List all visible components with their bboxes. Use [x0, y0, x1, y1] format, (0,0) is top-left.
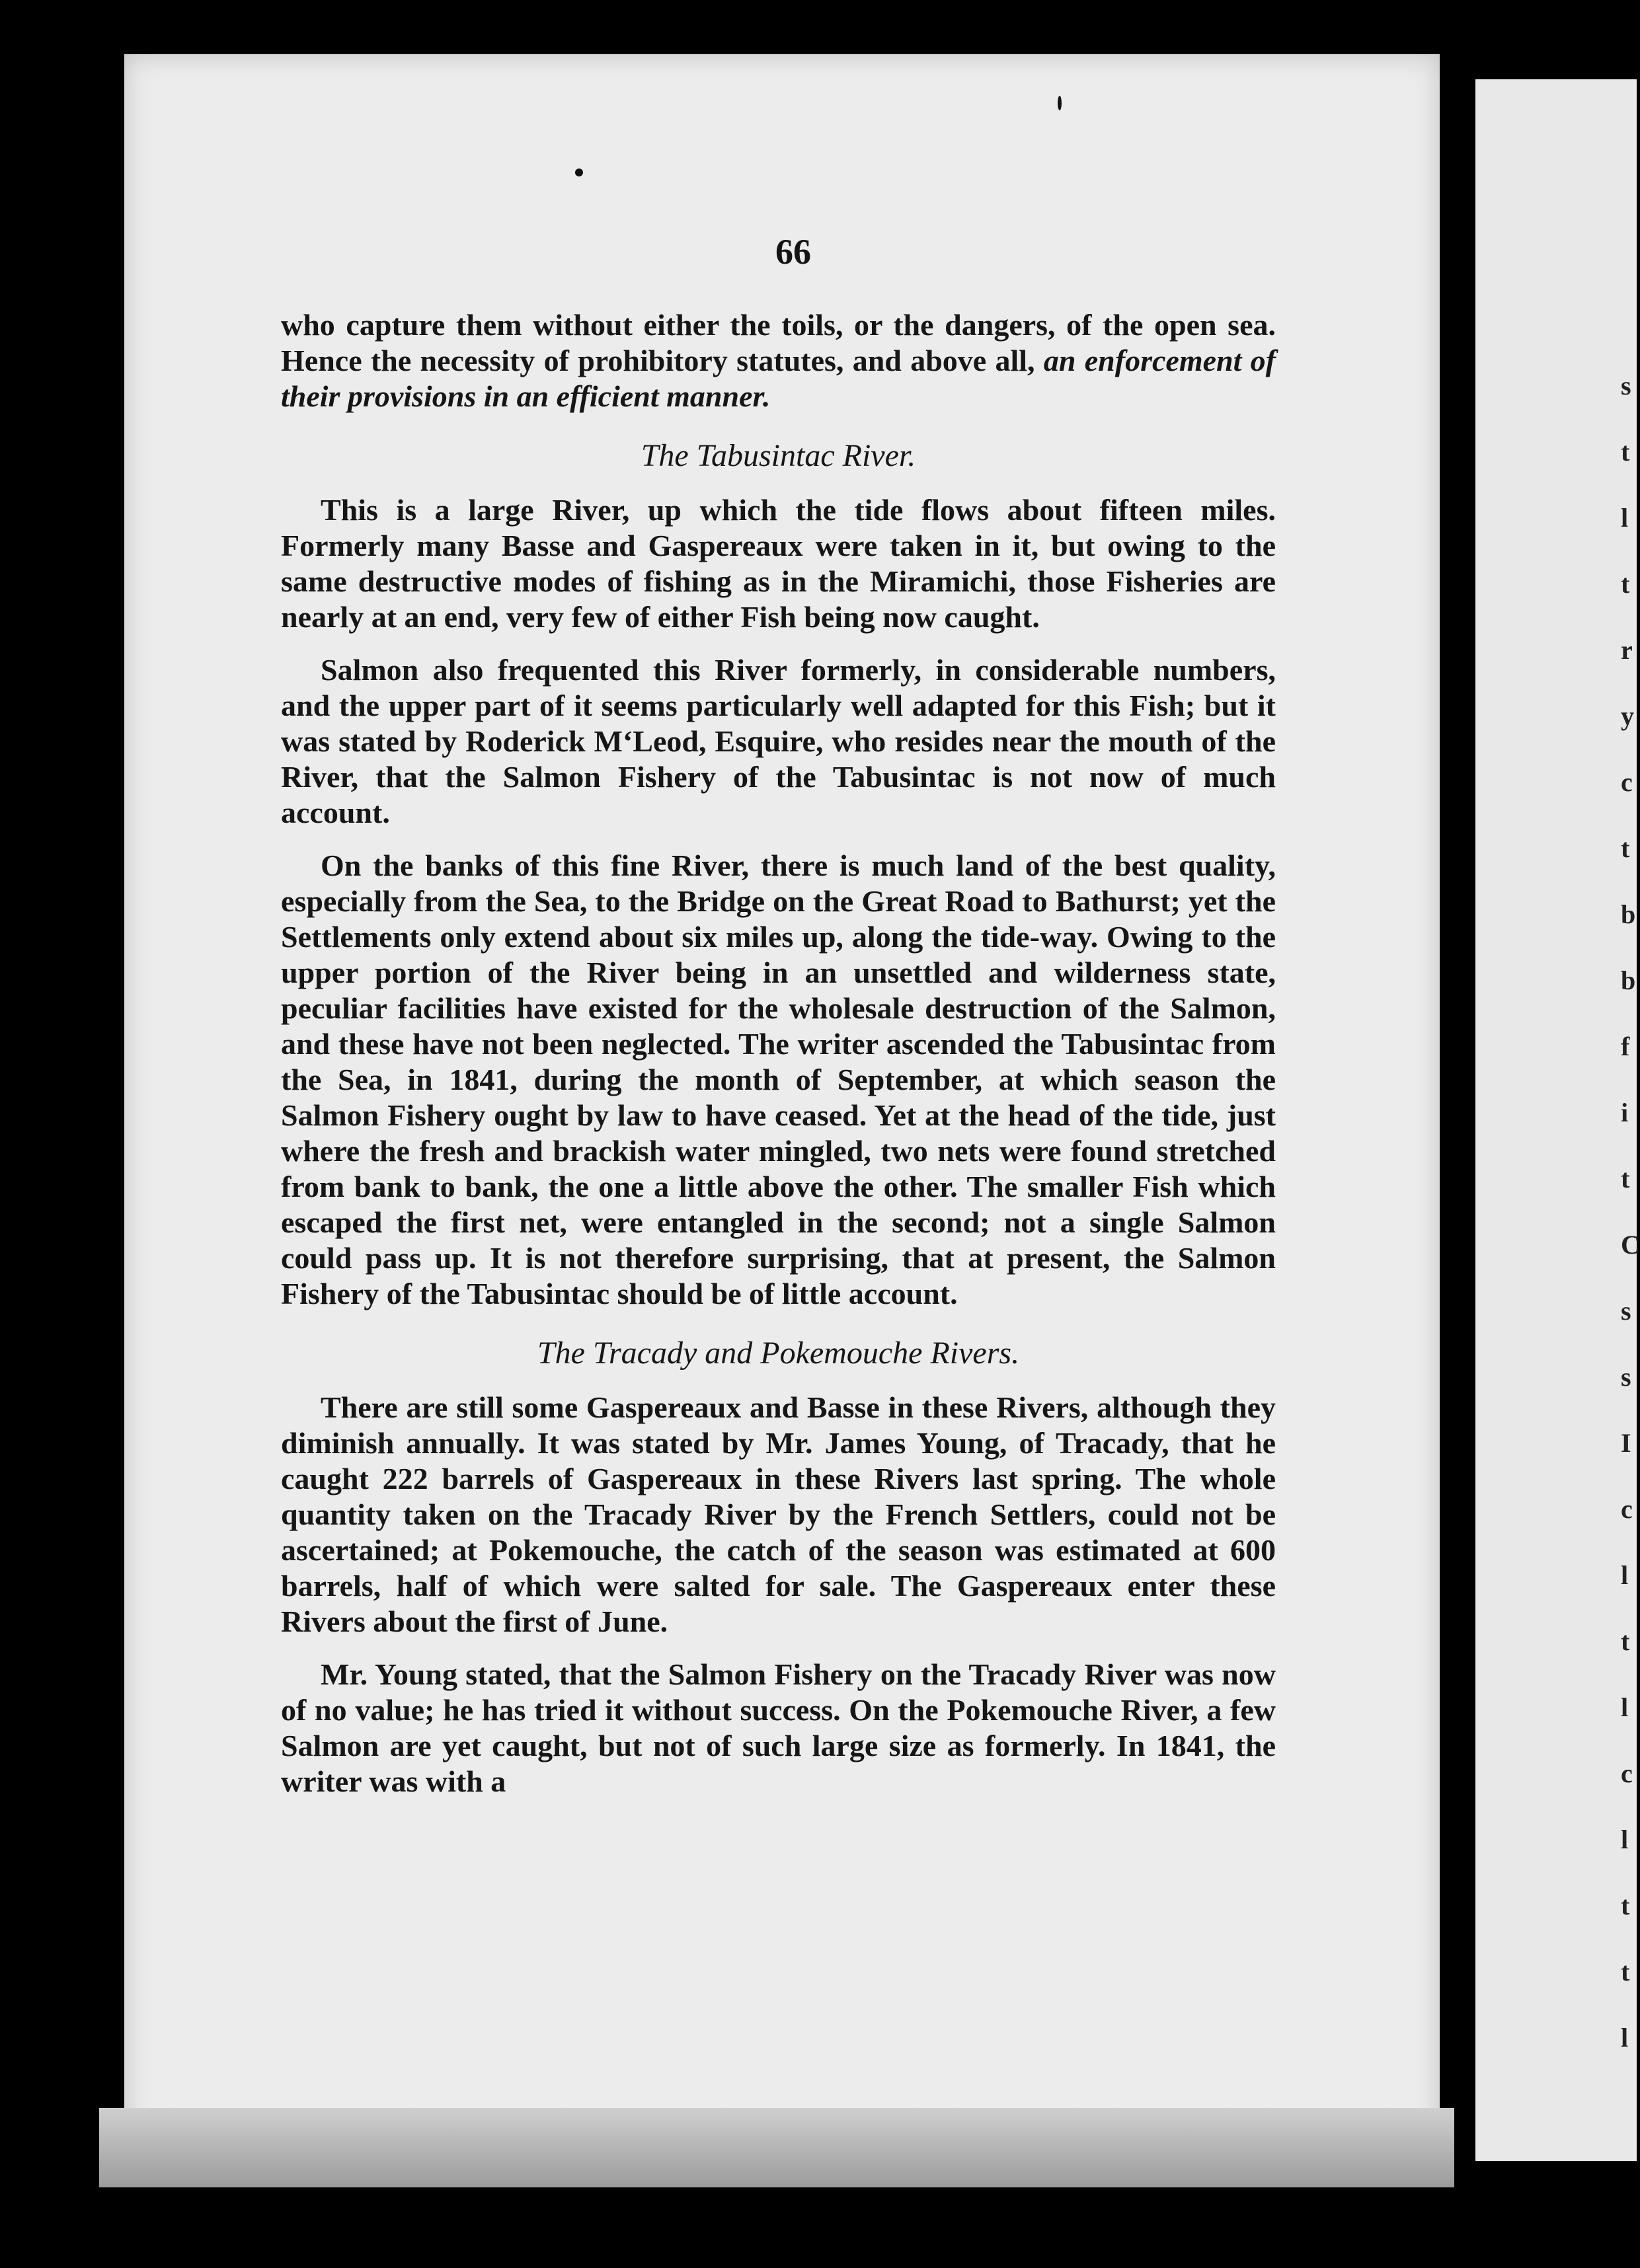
adjacent-page-fragment: t	[1621, 1626, 1630, 1656]
paragraph: Salmon also frequented this River formerly, in considerable numbers, and the upper part of it seems particularly well adapted for this Fish; but it was stated by Roderick M‘Leod, Esquire, who resides near the mouth of the River, that the Salmon Fishery of the Tabusintac is not now of much account.	[281, 653, 1276, 829]
opening-text: who capture them without either the toils, or the dangers, of the open sea. Hence the necessity of prohibitory statutes, and above all,	[281, 308, 1276, 377]
page-body	[281, 228, 1276, 1817]
paragraph: This is a large River, up which the tide flows about fifteen miles. Formerly many Basse and Gaspereaux were taken in it, but owing to the same destructive modes of fishing as in the Miramichi, those Fisheries are nearly at an end, very few of either Fish being now caught.	[281, 493, 1276, 634]
ink-speck	[1058, 96, 1062, 110]
adjacent-page-fragment: s	[1621, 1296, 1631, 1326]
page-stack-edge	[99, 2108, 1454, 2187]
adjacent-page-fragment: l	[1621, 1692, 1629, 1722]
adjacent-page-fragment: t	[1621, 1957, 1630, 1986]
paragraph: There are still some Gaspereaux and Basse in these Rivers, although they diminish annually. It was stated by Mr. James Young, of Tracady, that he caught 222 barrels of Gaspereaux in these Rivers last spring. The whole quantity taken on the Tracady River by the French Settlers, could not be ascertained; at Pokemouche, the catch of the season was estimated at 600 barrels, half of which were salted for sale. The Gaspereaux enter these Rivers about the first of June.	[281, 1390, 1276, 1638]
adjacent-page-fragment: c	[1621, 1494, 1633, 1524]
paragraph: Mr. Young stated, that the Salmon Fishery on the Tracady River was now of no value; he has tried it without success. On the Pokemouche River, a few Salmon are yet caught, but not of such large size as formerly. In 1841, the writer was with a	[281, 1657, 1276, 1798]
adjacent-page-fragment: l	[1621, 503, 1629, 533]
adjacent-page-fragment: l	[1621, 1825, 1629, 1854]
adjacent-page-fragment: s	[1621, 1362, 1631, 1392]
adjacent-page-fragment: t	[1621, 1164, 1630, 1193]
opening-emphasis: an enforcement of their provisions in an efficient manner.	[281, 344, 1276, 413]
adjacent-page-fragment: y	[1621, 701, 1634, 731]
ink-speck	[575, 169, 583, 176]
paragraph: On the banks of this fine River, there is much land of the best quality, especially from the Sea, to the Bridge on the Great Road to Bathurst; yet the Settlements only extend about six miles up, along the tide-way. Owing to the upper portion of the River being in an unsettled and wilderness state, peculiar facilities have existed for the wholesale destruction of the Salmon, and these have not been neglected. The writer ascended the Tabusintac from the Sea, in 1841, during the month of September, at which season the Salmon Fishery ought by law to have ceased. Yet at the head of the tide, just where the fresh and brackish water mingled, two nets were found stretched from bank to bank, the one a little above the other. The smaller Fish which escaped the first net, were entangled in the second; not a single Salmon could pass up. It is not therefore surprising, that at present, the Salmon Fishery of the Tabusintac should be of little account.	[281, 849, 1276, 1310]
adjacent-page-fragment: I	[1621, 1428, 1631, 1458]
section-heading-tracady: The Tracady and Pokemouche Rivers.	[537, 1336, 1020, 1371]
adjacent-page-fragment: t	[1621, 833, 1630, 863]
section-heading-tabusintac: The Tabusintac River.	[641, 438, 916, 473]
adjacent-page	[1475, 79, 1640, 2161]
adjacent-page-fragment: C	[1621, 1230, 1640, 1260]
adjacent-page-fragment: i	[1621, 1098, 1629, 1127]
adjacent-page-fragment: f	[1621, 1032, 1630, 1061]
adjacent-page-fragment: c	[1621, 767, 1633, 797]
adjacent-page-fragment: c	[1621, 1758, 1633, 1788]
page-number: 66	[775, 232, 811, 272]
adjacent-page-fragment: b	[1621, 965, 1636, 995]
adjacent-page-fragment: b	[1621, 899, 1636, 929]
opening-paragraph	[281, 307, 1276, 414]
adjacent-page-fragment: s	[1621, 371, 1631, 400]
adjacent-page-fragment: r	[1621, 635, 1633, 665]
adjacent-page-fragment: l	[1621, 2023, 1629, 2053]
adjacent-page-fragment: l	[1621, 1560, 1629, 1590]
adjacent-page-fragment: t	[1621, 437, 1630, 467]
adjacent-page-fragment: t	[1621, 569, 1630, 599]
adjacent-page-fragment: t	[1621, 1891, 1630, 1920]
